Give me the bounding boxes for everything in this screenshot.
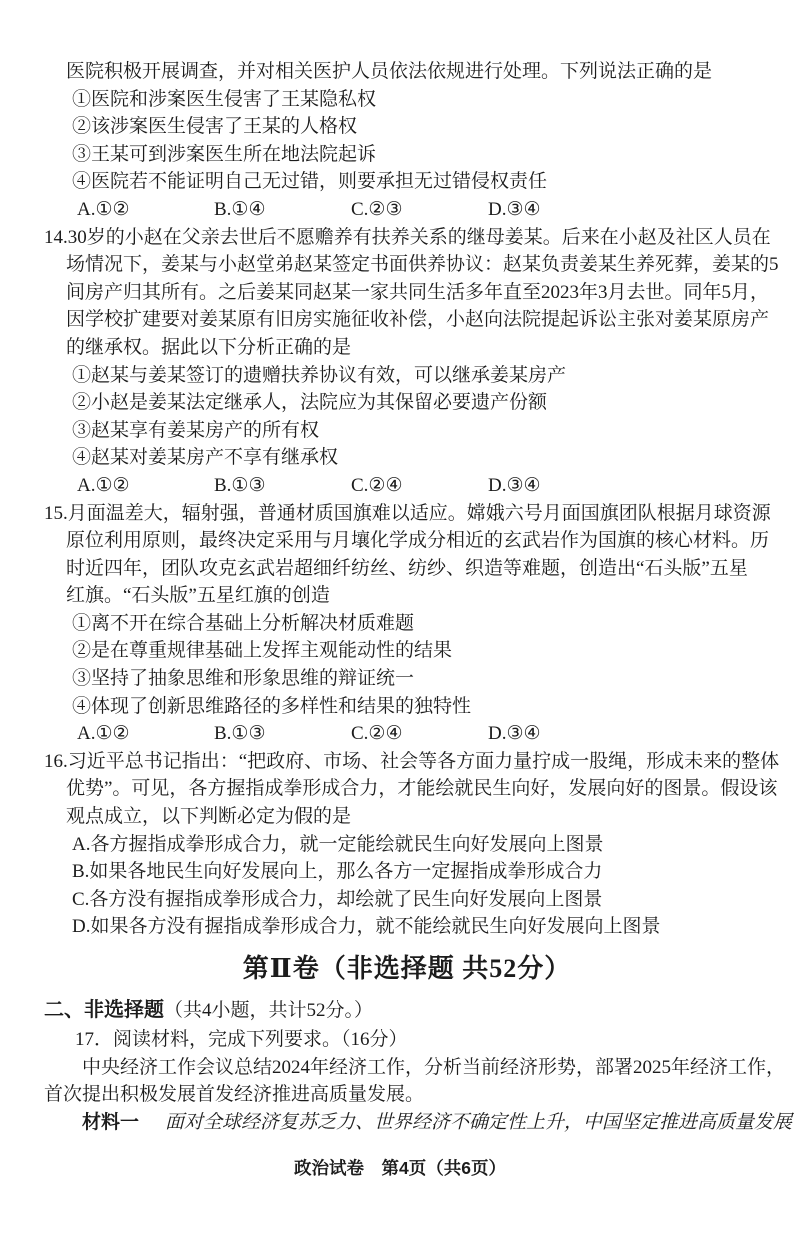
choices-row — [77, 472, 770, 500]
statement-item-4: ④赵某对姜某房产不享有继承权 — [72, 447, 339, 469]
option-d: D.如果各方没有握指成拳形成合力，就不能绘就民生向好发展向上图景 — [72, 916, 661, 938]
material-1-line — [82, 1109, 793, 1137]
choice-c: C.②④ — [351, 474, 403, 496]
paragraph-line: 首次提出积极发展首发经济推进高质量发展。 — [44, 1084, 425, 1106]
option-b: B.如果各地民生向好发展向上，那么各方一定握指成拳形成合力 — [72, 861, 603, 883]
question-number: 16. — [44, 750, 68, 772]
choice-d: D.③④ — [488, 198, 541, 220]
question-stem-line: 红旗。“石头版”五星红旗的创造 — [66, 585, 330, 607]
statement-item-1: ①赵某与姜某签订的遗赠扶养协议有效，可以继承姜某房产 — [72, 364, 567, 386]
section-2-heading — [44, 995, 770, 1026]
question-14 — [44, 224, 779, 500]
material-1-label: 材料一 — [82, 1111, 140, 1133]
choice-a: A.①② — [77, 198, 130, 220]
question-stem-line: 优势”。可见，各方握指成拳形成合力，才能绘就民生向好，发展向好的图景。假设该 — [66, 778, 778, 800]
paragraph-line: 中央经济工作会议总结2024年经济工作，分析当前经济形势，部署2025年经济工作， — [82, 1056, 786, 1078]
option-c: C.各方没有握指成拳形成合力，却绘就了民生向好发展向上图景 — [72, 888, 603, 910]
statement-item-3: ③坚持了抽象思维和形象思维的辩证统一 — [72, 668, 415, 690]
question-stem-line — [44, 224, 770, 252]
question-16 — [44, 748, 780, 941]
question-stem-line — [44, 748, 780, 776]
choice-c: C.②④ — [351, 723, 403, 745]
choice-d: D.③④ — [488, 723, 541, 745]
question-stem-text: 月面温差大，辐射强，普通材质国旗难以适应。嫦娥六号月面国旗团队根据月球资源 — [67, 502, 771, 524]
statement-item-3: ③王某可到涉案医生所在地法院起诉 — [72, 143, 377, 165]
question-stem-text: 习近平总书记指出：“把政府、市场、社会等各方面力量拧成一股绳，形成未来的整体 — [67, 750, 780, 772]
choice-b: B.①③ — [214, 723, 266, 745]
choice-a: A.①② — [77, 474, 130, 496]
section-2-heading-label: 二、非选择题 — [44, 999, 164, 1021]
choice-b: B.①③ — [214, 474, 266, 496]
section-2-heading-note: （共4小题，共计52分。） — [164, 1000, 374, 1021]
question-15 — [44, 500, 770, 748]
question-stem-line: 间房产归其所有。之后姜某同赵某一家共同生活多年直至2023年3月去世。同年5月， — [66, 281, 770, 303]
question-17 — [44, 1026, 793, 1136]
question-stem-line: 原位利用原则，最终决定采用与月壤化学成分相近的玄武岩作为国旗的核心材料。历 — [66, 530, 770, 552]
question-stem-line: 的继承权。据此以下分析正确的是 — [66, 336, 352, 358]
question-number: 14. — [44, 226, 68, 248]
choice-a: A.①② — [77, 723, 130, 745]
question-17-lead: 17．阅读材料，完成下列要求。（16分） — [75, 1029, 408, 1050]
statement-item-2: ②小赵是姜某法定继承人，法院应为其保留必要遗产份额 — [72, 392, 548, 414]
choices-row — [77, 720, 770, 748]
question-stem-text: 30岁的小赵在父亲去世后不愿赡养有扶养关系的继母姜某。后来在小赵及社区人员在 — [67, 226, 771, 248]
statement-item-2: ②是在尊重规律基础上发挥主观能动性的结果 — [72, 640, 453, 662]
question-stem-line: 观点成立，以下判断必定为假的是 — [66, 806, 352, 828]
statement-item-1: ①离不开在综合基础上分析解决材质难题 — [72, 612, 415, 634]
statement-item-3: ③赵某享有姜某房产的所有权 — [72, 419, 320, 441]
statement-item-4: ④医院若不能证明自己无过错，则要承担无过错侵权责任 — [72, 171, 548, 193]
choice-b: B.①④ — [214, 198, 266, 220]
statement-item-1: ①医院和涉案医生侵害了王某隐私权 — [72, 88, 377, 110]
statement-item-4: ④体现了创新思维路径的多样性和结果的独特性 — [72, 695, 472, 717]
choice-c: C.②③ — [351, 198, 403, 220]
part-2-title: 第Ⅱ卷（非选择题 共52分） — [242, 954, 572, 983]
question-13 — [44, 58, 770, 224]
question-stem-line: 场情况下，姜某与小赵堂弟赵某签定书面供养协议：赵某负责姜某生养死葬，姜某的5 — [66, 254, 779, 276]
option-a: A.各方握指成拳形成合力，就一定能绘就民生向好发展向上图景 — [72, 833, 604, 855]
choices-row — [77, 196, 770, 224]
question-number: 15. — [44, 502, 68, 524]
material-1-text: 面对全球经济复苏乏力、世界经济不确定性上升，中国坚定推进高质量发展 — [165, 1111, 793, 1133]
question-stem-line: 时近四年，团队攻克玄武岩超细纤纺丝、纺纱、织造等难题，创造出“石头版”五星 — [66, 557, 748, 579]
statement-item-2: ②该涉案医生侵害了王某的人格权 — [72, 116, 358, 138]
page-footer: 政治试卷 第4页（共6页） — [294, 1158, 506, 1178]
question-stem-line — [44, 500, 770, 528]
question-stem-line: 医院积极开展调查，并对相关医护人员依法依规进行处理。下列说法正确的是 — [66, 61, 713, 82]
question-stem-line: 因学校扩建要对姜某原有旧房实施征收补偿，小赵向法院提起诉讼主张对姜某原房产 — [66, 309, 770, 331]
choice-d: D.③④ — [488, 474, 541, 496]
